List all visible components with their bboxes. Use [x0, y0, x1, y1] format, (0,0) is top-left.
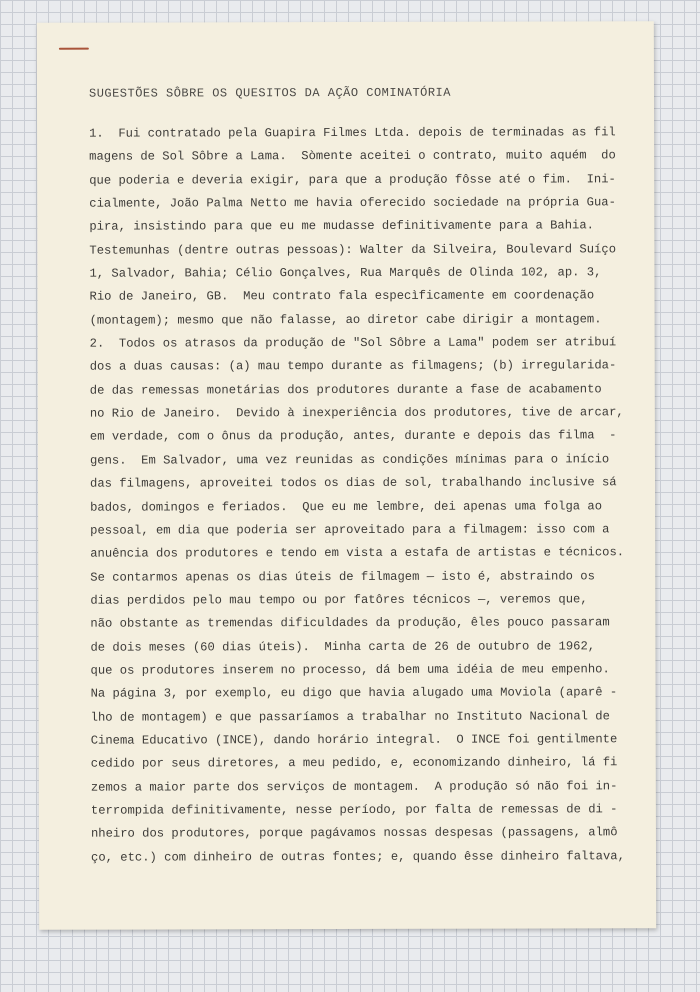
text-line: no Rio de Janeiro. Devido à inexperiência dos produtores, tive de arcar, — [89, 405, 624, 421]
red-pencil-mark — [59, 48, 89, 50]
text-line: não obstante as tremendas dificuldades da produção, êles pouco passaram — [90, 615, 610, 631]
document-body — [89, 121, 636, 869]
text-line: Na página 3, por exemplo, eu digo que havia alugado uma Moviola (aparê - — [90, 685, 618, 701]
text-line: dos a duas causas: (a) mau tempo durante as filmagens; (b) irregularida- — [89, 358, 617, 375]
text-line: anuência dos produtores e tendo em vista a estafa de artistas e técnicos. — [90, 545, 625, 561]
text-line: pira, insistindo para que eu me mudasse definitivamente para a Bahia. — [89, 218, 595, 235]
text-line: magens de Sol Sôbre a Lama. Sòmente aceitei o contrato, muito aquém do — [89, 148, 616, 165]
text-line: lho de montagem) e que passaríamos a trabalhar no Instituto Nacional de — [90, 708, 610, 725]
text-line: Testemunhas (dentre outras pessoas): Walter da Silveira, Boulevard Suíço — [89, 242, 617, 258]
text-line: 1, Salvador, Bahia; Célio Gonçalves, Rua Marquês de Olinda 102, ap. 3, — [89, 265, 602, 281]
text-line: pessoal, em dia que poderia ser aproveitado para a filmagem: isso com a — [90, 522, 610, 538]
text-line: das filmagens, aproveitei todos os dias de sol, trabalhando inclusive sá — [90, 475, 617, 491]
text-line: dias perdidos pelo mau tempo ou por fatôres técnicos —, veremos que, — [90, 592, 588, 608]
text-line: cialmente, João Palma Netto me havia oferecido sociedade na própria Gua- — [89, 195, 616, 211]
text-line: Se contarmos apenas os dias úteis de filmagem — isto é, abstraindo os — [90, 568, 595, 585]
text-line: Cinema Educativo (INCE), dando horário integral. O INCE foi gentilmente — [90, 732, 618, 748]
document-title: SUGESTÕES SÔBRE OS QUESITOS DA AÇÃO COMINATÓRIA — [88, 85, 451, 101]
text-line: que os produtores inserem no processo, dá bem uma idéia de meu empenho. — [90, 662, 610, 678]
text-line: que poderia e deveria exigir, para que a produção fôsse até o fim. Ini- — [89, 171, 616, 188]
text-line: gens. Em Salvador, uma vez reunidas as condições mínimas para o início — [89, 452, 610, 468]
text-line: 1. Fui contratado pela Guapira Filmes Ltda. depois de terminadas as fil — [89, 125, 616, 141]
text-line: 2. Todos os atrasos da produção de "Sol Sôbre a Lama" podem ser atribuí — [89, 335, 617, 351]
text-line: Rio de Janeiro, GB. Meu contrato fala especìficamente em coordenação — [89, 288, 595, 305]
text-line: (montagem); mesmo que não falasse, ao diretor cabe dirigir a montagem. — [89, 312, 602, 328]
text-line: cedido por seus diretores, a meu pedido, e, economizando dinheiro, lá fi — [90, 755, 618, 771]
text-line: zemos a maior parte dos serviços de montagem. A produção só não foi in- — [90, 778, 618, 795]
text-line: de das remessas monetárias dos produtores durante a fase de acabamento — [89, 382, 602, 398]
text-line: terrompida definitivamente, nesse período, por falta de remessas de di - — [90, 802, 618, 818]
text-line: bados, domingos e feriados. Que eu me lembre, dei apenas uma folga ao — [90, 498, 603, 515]
text-line: em verdade, com o ônus da produção, antes, durante e depois das filma - — [89, 428, 617, 445]
typewritten-page — [37, 21, 656, 930]
text-line: de dois meses (60 dias úteis). Minha carta de 26 de outubro de 1962, — [90, 638, 596, 655]
text-line: ço, etc.) com dinheiro de outras fontes; e, quando êsse dinheiro faltava, — [90, 848, 625, 865]
text-line: nheiro dos produtores, porque pagávamos nossas despesas (passagens, almô — [90, 825, 618, 841]
